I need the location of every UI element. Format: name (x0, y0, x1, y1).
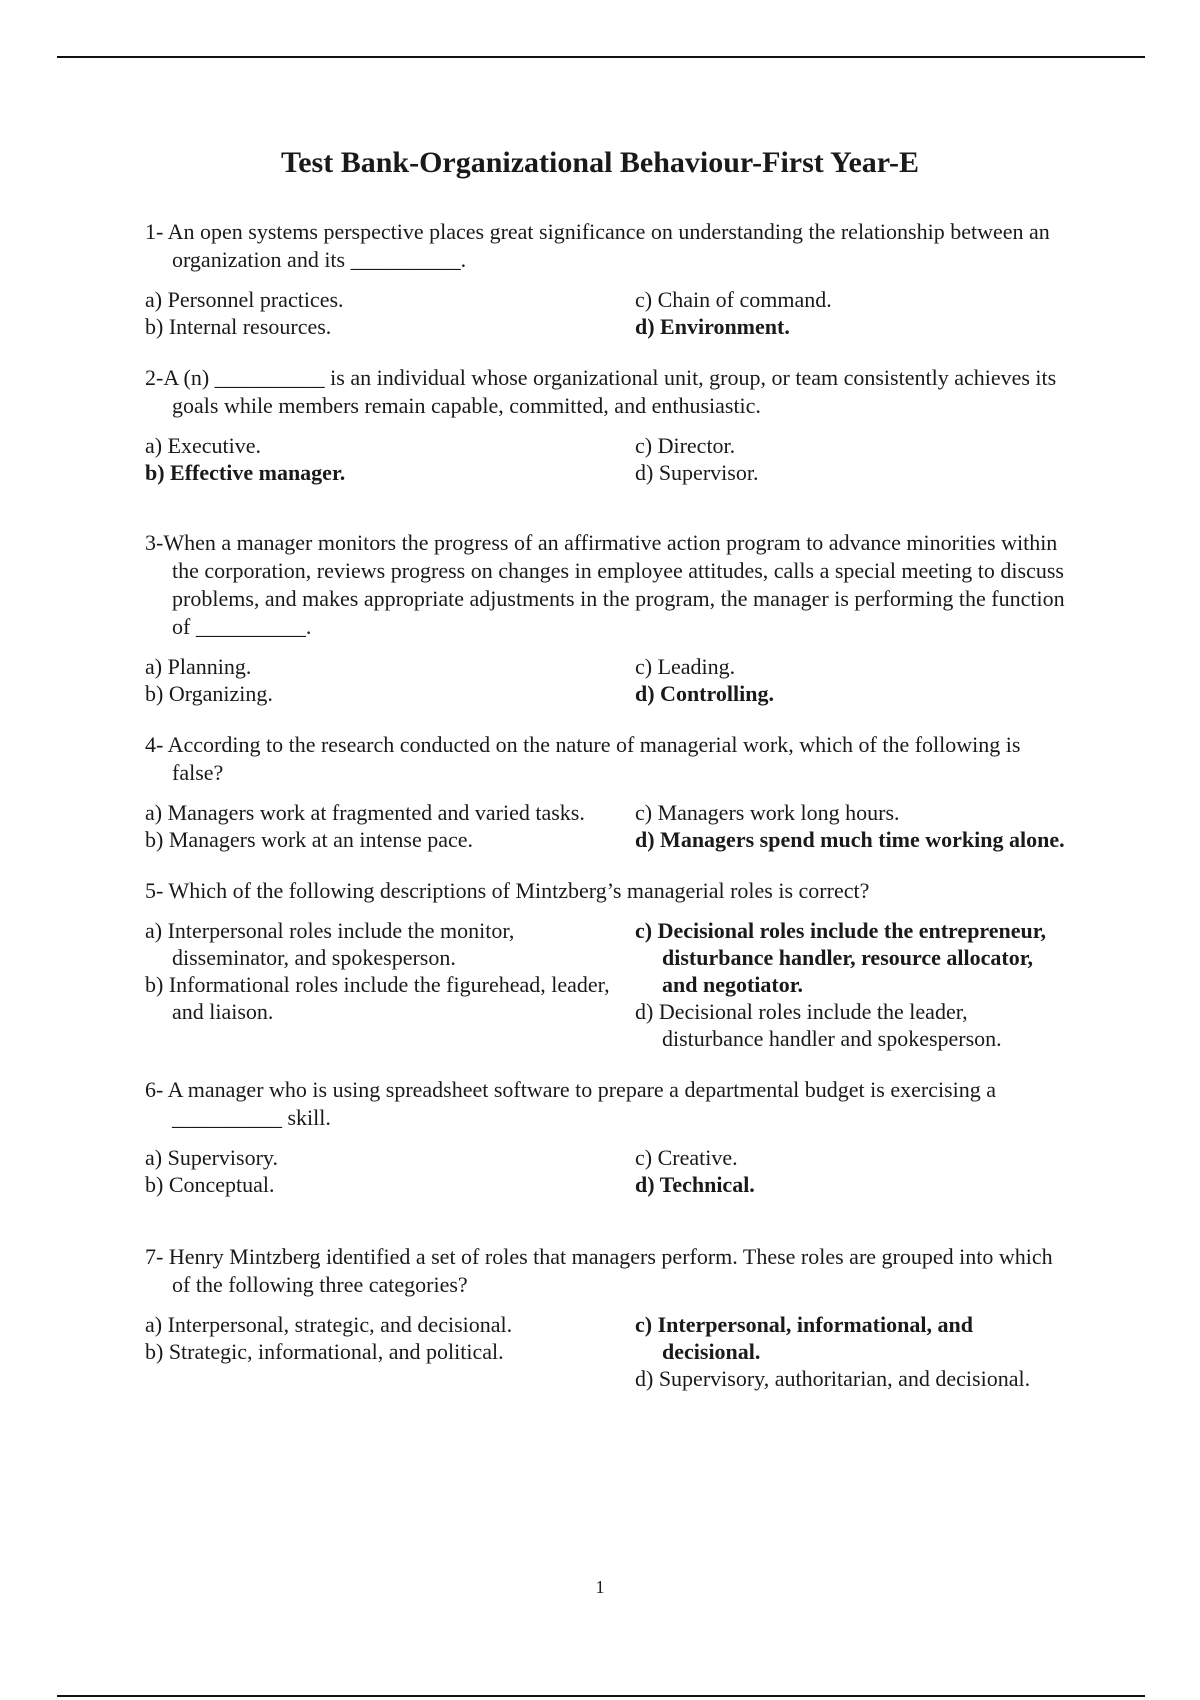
option-b: b) Informational roles include the figurehead, leader, and liaison. (145, 972, 610, 1024)
question-stem: 2-A (n) __________ is an individual whose organizational unit, group, or team consistently achieves its goals while members remain capable, committed, and enthusiastic. (145, 365, 1057, 418)
option-d-correct: d) Technical. (635, 1172, 755, 1197)
option-a: a) Personnel practices. (145, 287, 344, 312)
question-stem: 6- A manager who is using spreadsheet software to prepare a departmental budget is exercising a __________ skill. (145, 1077, 996, 1130)
question-2 (145, 364, 1065, 486)
question-list (145, 218, 1065, 1392)
options (145, 653, 1065, 707)
option-c-correct: c) Interpersonal, informational, and decisional. (635, 1312, 973, 1364)
question-6 (145, 1076, 1065, 1198)
option-c: c) Creative. (635, 1145, 738, 1170)
option-c: c) Chain of command. (635, 287, 832, 312)
option-d-correct: d) Controlling. (635, 681, 774, 706)
option-d: d) Supervisor. (635, 460, 759, 485)
question-7 (145, 1243, 1065, 1392)
option-a: a) Interpersonal roles include the monitor, disseminator, and spokesperson. (145, 918, 515, 970)
question-4 (145, 731, 1065, 853)
question-stem: 4- According to the research conducted on the nature of managerial work, which of the following is false? (145, 732, 1021, 785)
options (145, 799, 1065, 853)
option-d: d) Decisional roles include the leader, disturbance handler and spokesperson. (635, 999, 1002, 1051)
option-d-correct: d) Managers spend much time working alone. (635, 827, 1065, 852)
footer-rule (57, 1695, 1145, 1697)
option-d-correct: d) Environment. (635, 314, 790, 339)
option-b: b) Strategic, informational, and political. (145, 1339, 504, 1364)
question-stem: 3-When a manager monitors the progress of an affirmative action program to advance minorities within the corporation, reviews progress on changes in employee attitudes, calls a special meeting to discuss problems, and makes appropriate adjustments in the program, the manager is performing the function of __________. (145, 530, 1065, 639)
option-b: b) Conceptual. (145, 1172, 275, 1197)
option-a: a) Interpersonal, strategic, and decisional. (145, 1312, 513, 1337)
option-b: b) Managers work at an intense pace. (145, 827, 474, 852)
page-number: 1 (595, 1577, 605, 1597)
options (145, 917, 1065, 1052)
options (145, 1311, 1065, 1392)
options (145, 286, 1065, 340)
option-c: c) Managers work long hours. (635, 800, 900, 825)
option-b-correct: b) Effective manager. (145, 460, 346, 485)
question-stem: 5- Which of the following descriptions of Mintzberg’s managerial roles is correct? (145, 878, 870, 903)
option-d: d) Supervisory, authoritarian, and decisional. (635, 1366, 1031, 1391)
question-stem: 1- An open systems perspective places great significance on understanding the relationship between an organization and its __________. (145, 219, 1050, 272)
option-c: c) Leading. (635, 654, 736, 679)
option-a: a) Planning. (145, 654, 252, 679)
page-title: Test Bank-Organizational Behaviour-First Year-E (280, 146, 920, 179)
options (145, 1144, 1065, 1198)
question-stem: 7- Henry Mintzberg identified a set of roles that managers perform. These roles are grouped into which of the following three categories? (145, 1244, 1053, 1297)
option-a: a) Executive. (145, 433, 262, 458)
option-a: a) Managers work at fragmented and varied tasks. (145, 800, 585, 825)
option-b: b) Internal resources. (145, 314, 332, 339)
question-3 (145, 529, 1065, 707)
option-c-correct: c) Decisional roles include the entrepreneur, disturbance handler, resource allocator, and negotiator. (635, 918, 1047, 997)
question-5 (145, 877, 1065, 1052)
header-rule (57, 56, 1145, 58)
option-c: c) Director. (635, 433, 736, 458)
question-1 (145, 218, 1065, 340)
option-a: a) Supervisory. (145, 1145, 278, 1170)
option-b: b) Organizing. (145, 681, 273, 706)
options (145, 432, 1065, 486)
